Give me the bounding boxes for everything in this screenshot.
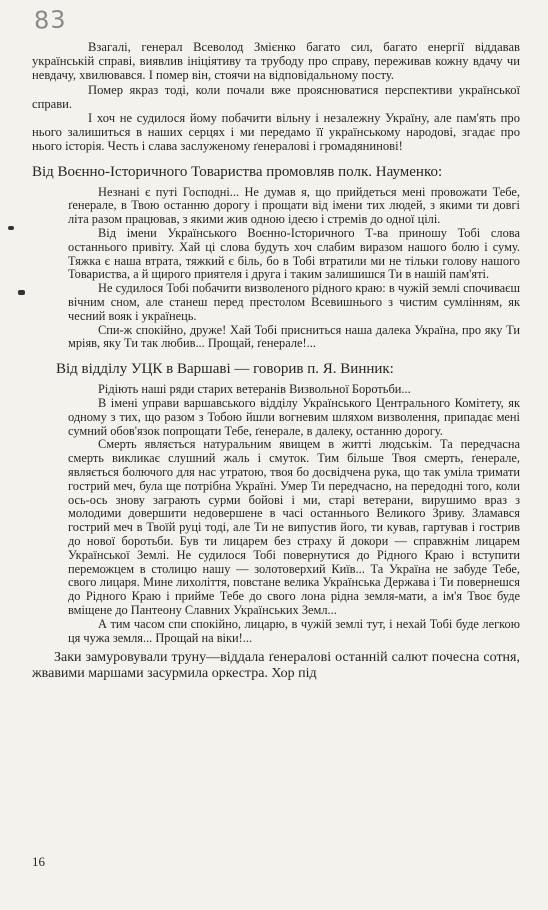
speech-vynnyk xyxy=(68,383,520,645)
ink-mark xyxy=(8,226,14,230)
speech-paragraph: А тим часом спи спокійно, лицарю, в чужій землі тут, і нехай Тобі буде легкою ця чужа земля... Прощай на віки!... xyxy=(68,616,520,645)
speech-paragraph: Незнані є путі Господні... Не думав я, що прийдеться мені провожати Тебе, ґенерале, в Твою останню дорогу і прощати від імени тих людей, з якими ти довгі літа разом працював, з якими жив одною ідеєю і стремів до одної цілі. xyxy=(68,184,520,227)
closing-block xyxy=(32,650,520,682)
speech-paragraph: Не судилося Тобі побачити визволеного рідного краю: в чужій землі спочиваєш вічним сном, але станеш перед престолом Всевишнього з чистим сумлінням, як чесний вояк і українець. xyxy=(68,281,520,323)
handwritten-page-number: 83 xyxy=(33,5,68,35)
intro-paragraph: Взагалі, генерал Всеволод Змієнко багато сил, багато енергії віддавав українській справі, виявлив ініціятиву та трубоду про справу, переживав кожну вдачу чи невдачу, хвилювався. І помер він, стоячи на відповідальному посту. xyxy=(32,40,520,83)
speech-paragraph: В імені управи варшавського відділу Українського Центрального Комітету, як одному з тих, що разом з Тобою йшли вогневим шляхом визволення, припадає мені сумний обов'язок попрощати Тебе, ґенерале, в далеку, останню дорогу. xyxy=(68,395,520,438)
speech-paragraph: Рідіють наші ряди старих ветеранів Визвольної Боротьби... xyxy=(98,382,411,397)
intro-paragraph: Помер якраз тоді, коли почали вже прояснюватися перспективи української справи. xyxy=(32,82,520,111)
closing-paragraph: Заки замуровували труну—віддала ґенералові останній салют почесна сотня, жвавими маршами засурмила оркестра. Хор під xyxy=(32,650,520,682)
speech-paragraph: Від імени Українського Воєнно-Історичного Т-ва приношу Тобі слова останнього привіту. Хай ці слова будуть хоч слабим виразом нашого болю і суму. Тяжка є наша втрата, тяжкий є біль, бо в Тобі втратили ми не тільки голову нашого Товариства, а й щирого приятеля і друга і таким залишишся Ти в нашій пам'яті. xyxy=(68,226,520,282)
section-heading: Від відділу УЦК в Варшаві — говорив п. Я. Винник: xyxy=(56,361,394,378)
speech-paragraph: Смерть являється натуральним явищем в житті людськім. Та передчасна смерть викликає слушний жаль і смуток. Тим більше Твоя смерть, ґенерале, являється болючого для нас утратою, твоя бо досвідчена рука, що так уміла тримати гострий меч, була ще потрібна Україні. Умер Ти передчасно, на передодні того, коли ось-ось знову заграють сурми бойові і ми, старі ветерани, вирушимо враз з молодими довершити недовершене в часі останнього Великого Зриву. Зламався гострий меч в Твоїй руці тоді, але Ти не випустив його, ти кував, гартував і гострив до нової боротьби. Був ти лицарем без страху й докори — справжнім лицарем Української Землі. Не судилося Тобі повернутися до Рідного Краю і вступити переможцем в столицю нашу — золотоверхий Київ... Та Україна не забуде Тебе, свого лицаря. Мине лихоліття, повстане велика Українська Держава і Ти повернешся до Рідного Краю і прийме Тебе до свого лона рідна земля-мати, а ім'я Твоє буде вміщене до Пантеону Славних Українських Земл... xyxy=(68,437,520,617)
speech-naumenko xyxy=(68,186,520,352)
section-heading: Від Воєнно-Історичного Товариства промовляв полк. Науменко: xyxy=(32,163,443,180)
page-number: 16 xyxy=(32,854,45,869)
ink-mark xyxy=(18,290,25,295)
speech-paragraph: Спи-ж спокійно, друже! Хай Тобі присниться наша далека Україна, про яку Ти мріяв, яку Ти так любив... Прощай, ґенерале!... xyxy=(68,322,520,351)
intro-paragraph: І хоч не судилося йому побачити вільну і незалежну Україну, але пам'ять про нього залишиться в наших серцях і ми передамо її українському народові, згадає про нього історія. Честь і слава заслуженому ґенералові і громадянинові! xyxy=(32,111,520,154)
intro-block xyxy=(32,40,520,682)
